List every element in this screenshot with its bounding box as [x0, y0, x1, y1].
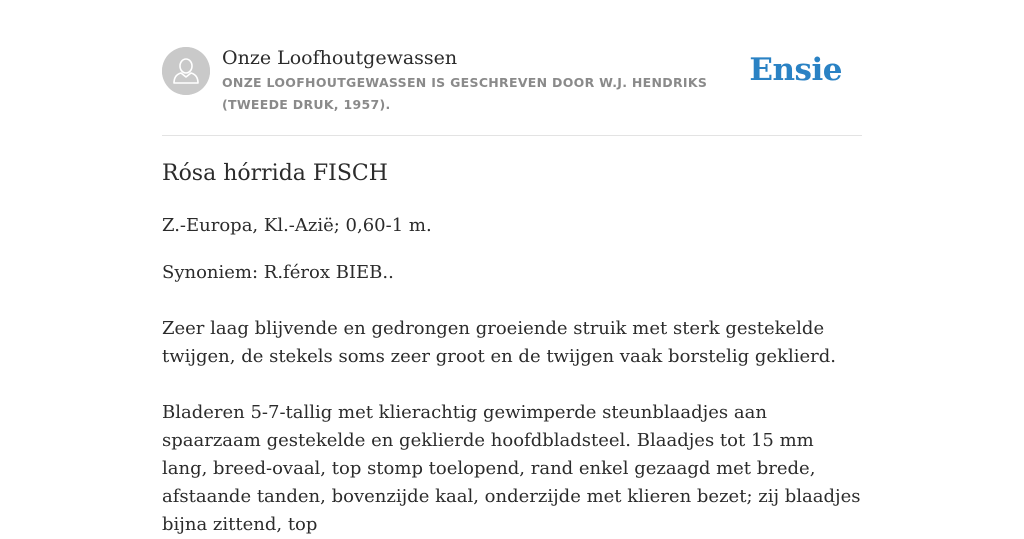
brand-logo[interactable]: Ensie: [749, 52, 842, 88]
article-title: Rósa hórrida FISCH: [162, 161, 388, 186]
distribution-text: Z.-Europa, Kl.-Azië; 0,60-1 m.: [162, 215, 432, 236]
source-description: ONZE LOOFHOUTGEWASSEN IS GESCHREVEN DOOR W.J. HENDRIKS (TWEEDE DRUK, 1957).: [222, 75, 708, 112]
user-silhouette-icon: [162, 47, 210, 95]
synonym-text: Synoniem: R.férox BIEB..: [162, 262, 394, 283]
header-divider: [162, 135, 862, 136]
description-paragraph: Bladeren 5-7-tallig met klierachtig gewimperde steunblaadjes aan spaarzaam gestekelde en geklierde hoofdbladsteel. Blaadjes tot 15 mm lang, breed-ovaal, top stomp toelopend, rand enkel gezaagd met brede, afstaande tanden, bovenzijde kaal, onderzijde met klieren bezet; zij blaadjes bijna zittend, top: [162, 402, 861, 535]
source-header: [162, 46, 862, 116]
article-body: [162, 158, 862, 539]
source-title[interactable]: Onze Loofhoutgewassen: [222, 47, 458, 69]
description-paragraph: Zeer laag blijvende en gedrongen groeiende struik met sterk gestekelde twijgen, de stekels soms zeer groot en de twijgen vaak borstelig geklierd.: [162, 318, 836, 367]
